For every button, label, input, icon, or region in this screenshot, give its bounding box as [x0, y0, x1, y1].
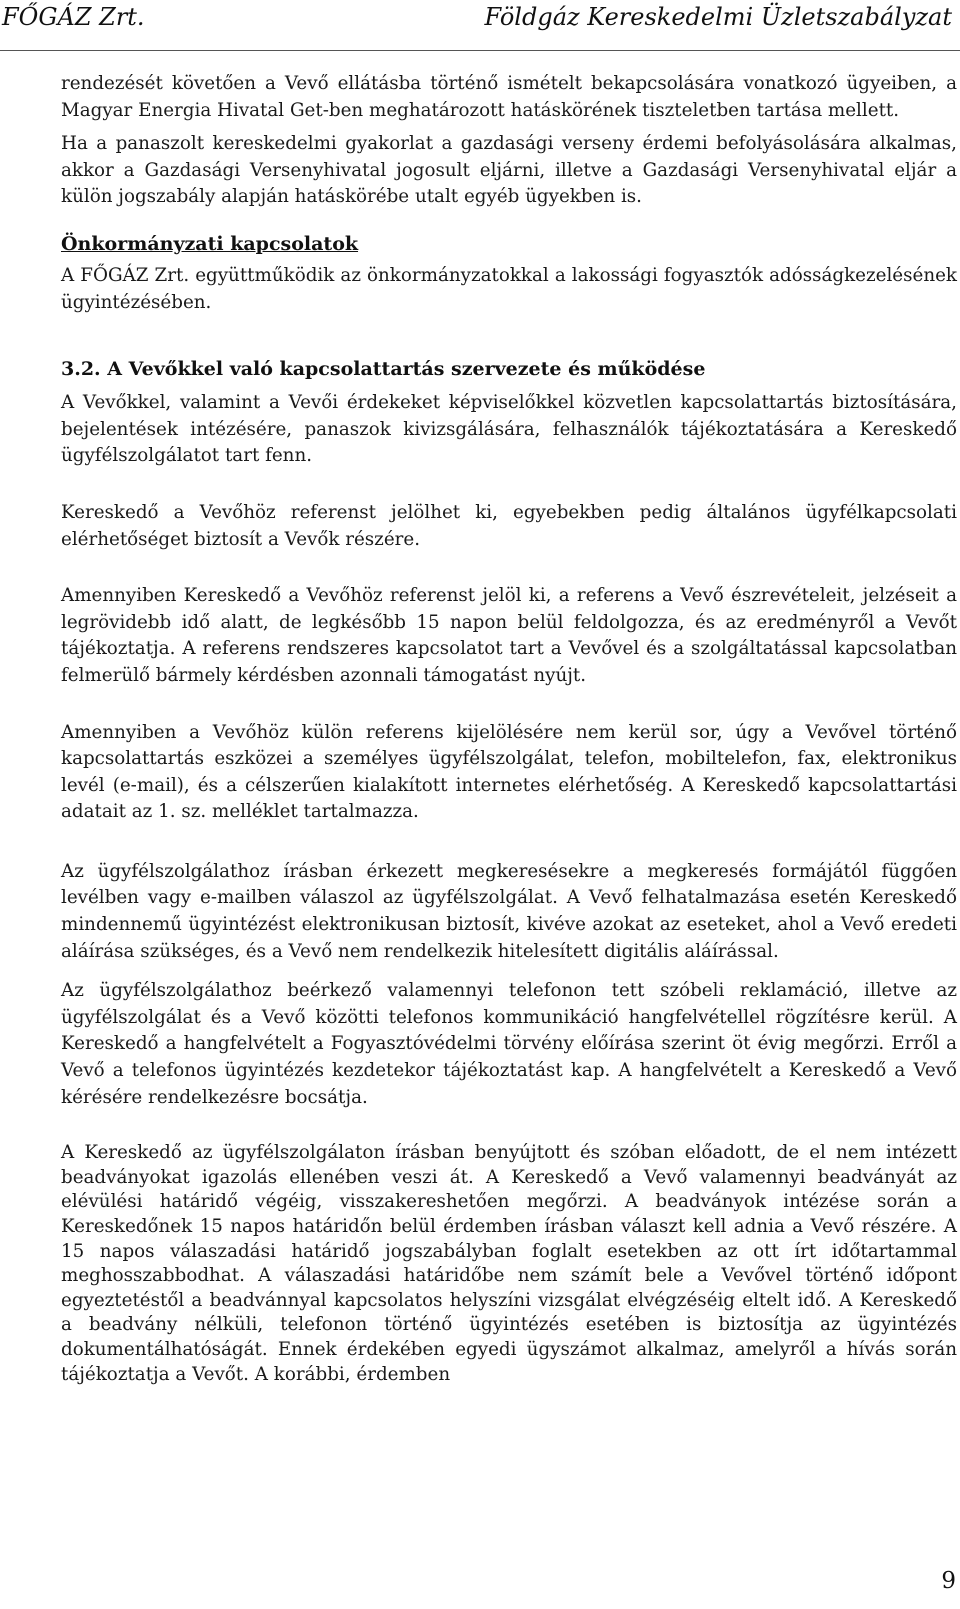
paragraph-contact-channels: Amennyiben a Vevőhöz külön referens kijelölésére nem kerül sor, úgy a Vevővel történő kapcsolattartás eszközei a személyes ügyfélszolgálat, telefon, mobiltelefon, fax, elektronikus levél (e-mail), és a célszerűen kialakított internetes elérhetőség. A Kereskedő kapcsolattartási adatait az 1. sz. melléklet tartalmazza.: [61, 721, 957, 823]
heading-onkormanyzati-kapcsolatok: Önkormányzati kapcsolatok: [61, 232, 359, 255]
header-company: FŐGÁZ Zrt.: [2, 3, 145, 31]
paragraph-competition-authority: Ha a panaszolt kereskedelmi gyakorlat a gazdasági verseny érdemi befolyásolására alkalmas, akkor a Gazdasági Versenyhivatal jogosult eljárni, illetve a Gazdasági Versenyhivatal eljár a külön jogszabály alapján hatáskörébe utalt egyéb ügyekben is.: [61, 133, 957, 208]
paragraph-municipalities: A FŐGÁZ Zrt. együttműködik az önkormányzatokkal a lakossági fogyasztók adósságkezelésének ügyintézésében.: [61, 264, 957, 313]
page-number: 9: [941, 1568, 956, 1594]
paragraph-continuation: rendezését követően a Vevő ellátásba történő ismételt bekapcsolására vonatkozó ügyeiben, a Magyar Energia Hivatal Get-ben meghatározott hatáskörének tiszteletben tartása mellett.: [61, 73, 957, 121]
page-header: [0, 0, 960, 51]
paragraph-phone-recording: Az ügyfélszolgálathoz beérkező valamennyi telefonon tett szóbeli reklamáció, illetve az ügyfélszolgálat és a Vevő közötti telefonos kommunikáció hangfelvétellel rögzítésre kerül. A Kereskedő a hangfelvételt a Fogyasztóvédelmi törvény előírása szerint öt évig megőrzi. Erről a Vevő a telefonos ügyintézés kezdetekor tájékoztatást kap. A hangfelvételt a Kereskedő a Vevő kérésére rendelkezésre bocsátja.: [61, 980, 957, 1108]
paragraph-submissions: A Kereskedő az ügyfélszolgálaton írásban benyújtott és szóban előadott, de el nem intézett beadványokat igazolás ellenében veszi át. A Kereskedő a Vevő valamennyi beadványát az elévülési határidő végéig, visszakereshetően megőrzi. A beadványok intézése során a Kereskedőnek 15 napos határidőn belül érdemben írásban választ kell adnia a Vevő részére. A 15 napos válaszadási határidő jogszabályban foglalt esetekben az ott írt időtartammal meghosszabbodhat. A válaszadási határidőbe nem számít bele a Vevővel történő időpont egyeztetéstől a beadvánnyal kapcsolatos helyszíni vizsgálat elvégzéséig eltelt idő. A Kereskedő a beadvány nélküli, telefonon történő ügyintézés esetében is biztosítja az ügyintézés dokumentálhatóságát. Ennek érdekében egyedi ügyszámot alkalmaz, amelyről a hívás során tájékoztatja a Vevőt. A korábbi, érdemben: [61, 1142, 957, 1385]
document-body: [61, 71, 957, 1387]
paragraph-referent-duties: Amennyiben Kereskedő a Vevőhöz referenst jelöl ki, a referens a Vevő észrevételeit, jelzéseit a legrövidebb idő alatt, de legkésőbb 15 napon belül feldolgozza, és az eredményről a Vevőt tájékoztatja. A referens rendszeres kapcsolatot tart a Vevővel és a szolgáltatással kapcsolatban felmerülő bármely kérdésben azonnali támogatást nyújt.: [61, 585, 957, 686]
paragraph-referent: Kereskedő a Vevőhöz referenst jelölhet ki, egyebekben pedig általános ügyfélkapcsolati elérhetőséget biztosít a Vevők részére.: [61, 501, 957, 550]
paragraph-written-requests: Az ügyfélszolgálathoz írásban érkezett megkeresésekre a megkeresés formájától függően levélben vagy e-mailben válaszol az ügyfélszolgálat. A Vevő felhatalmazása esetén Kereskedő mindennemű ügyintézést elektronikusan biztosít, kivéve azokat az eseteket, ahol a Vevő eredeti aláírása szükséges, és a Vevő nem rendelkezik hitelesített digitális aláírással.: [61, 860, 957, 962]
paragraph-customer-service: A Vevőkkel, valamint a Vevői érdekeket képviselőkkel közvetlen kapcsolattartás biztosítására, bejelentések intézésére, panaszok kivizsgálására, felhasználók tájékoztatására a Kereskedő ügyfélszolgálatot tart fenn.: [61, 392, 957, 467]
header-document-title: Földgáz Kereskedelmi Üzletszabályzat: [484, 3, 952, 31]
section-heading-3-2: 3.2. A Vevőkkel való kapcsolattartás szervezete és működése: [61, 358, 706, 381]
